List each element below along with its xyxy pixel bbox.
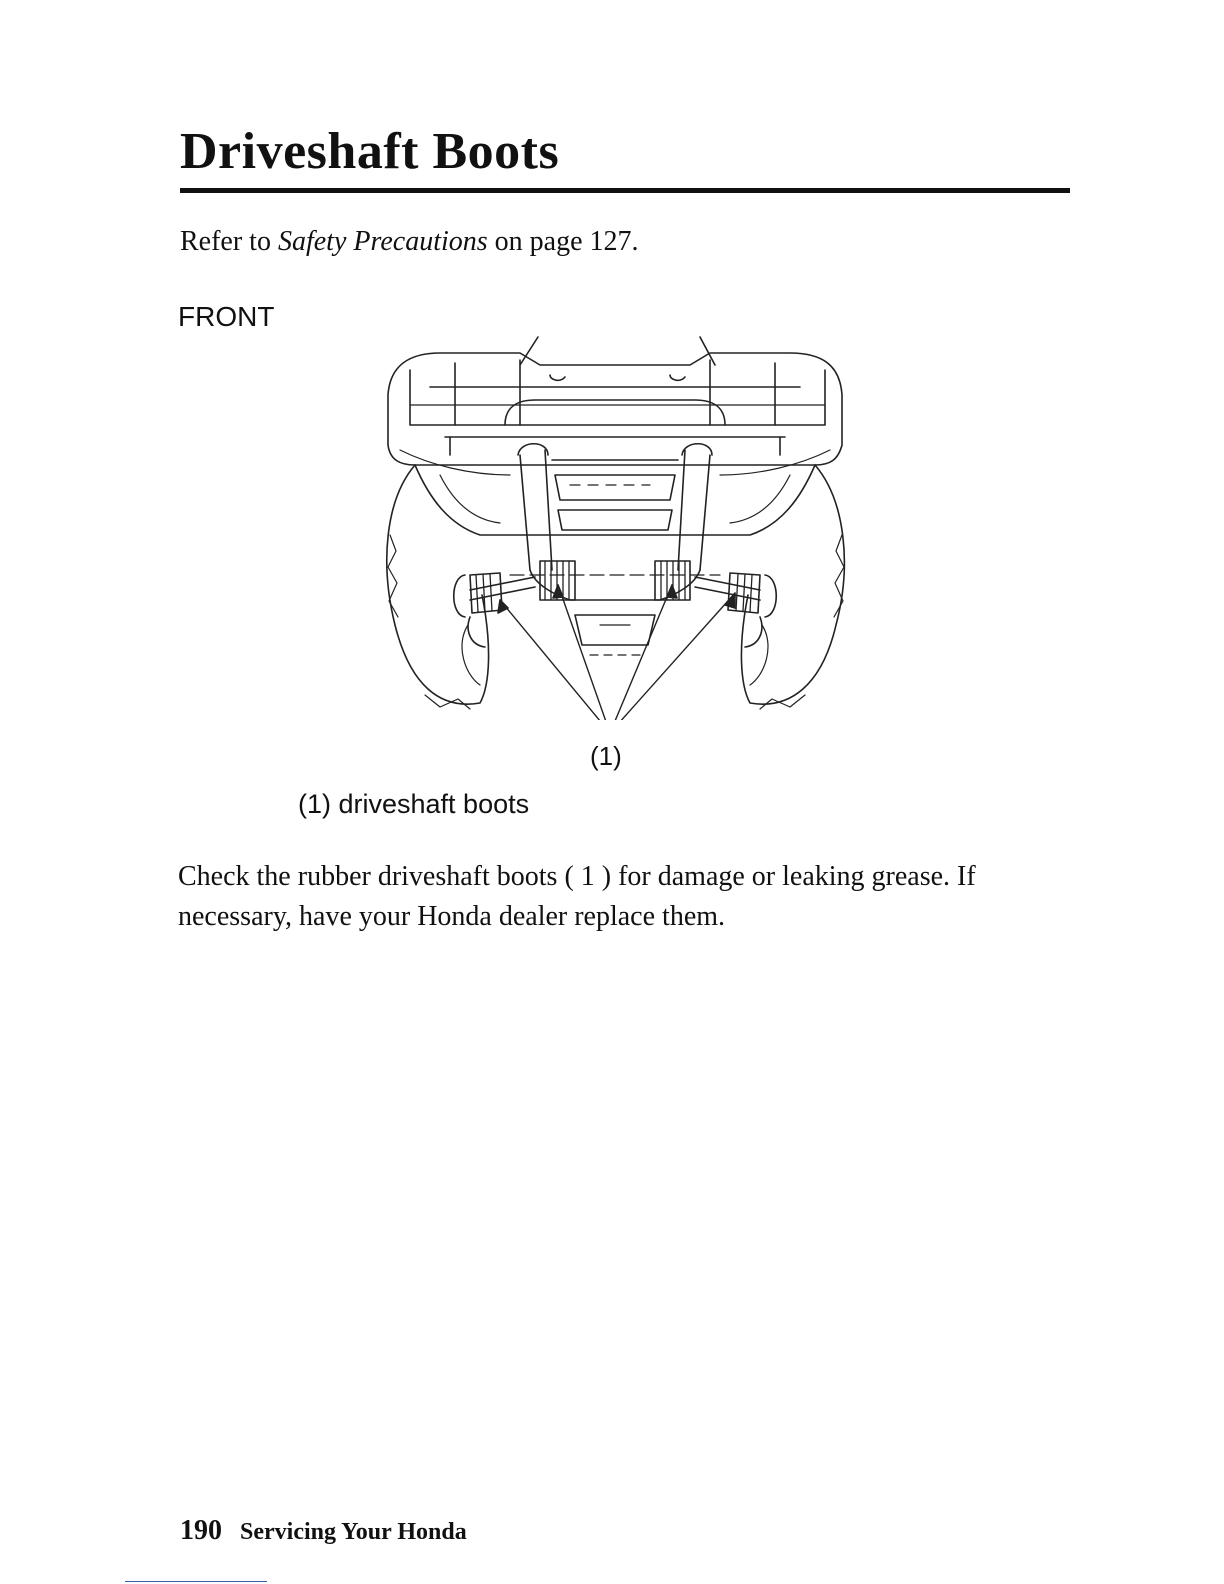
reference-line: [180, 222, 639, 262]
reference-link[interactable]: Safety Precautions: [277, 226, 488, 257]
atv-front-illustration: [370, 325, 860, 720]
section-name: Servicing Your Honda: [240, 1519, 467, 1545]
title-rule: [180, 188, 1070, 193]
figure-caption: (1) driveshaft boots: [298, 789, 530, 819]
page-footer: [180, 1514, 467, 1552]
reference-suffix: on page 127.: [487, 226, 639, 257]
callout-number: (1): [590, 741, 622, 771]
bottom-rule: [125, 1581, 267, 1582]
figure-view-label: FRONT: [178, 301, 275, 332]
page-number: 190: [180, 1515, 222, 1546]
page-title: Driveshaft Boots: [180, 123, 560, 180]
reference-prefix: Refer to: [180, 226, 278, 257]
body-paragraph: Check the rubber driveshaft boots ( 1 ) for damage or leaking grease. If necessary, have your Honda dealer replace them.: [178, 861, 976, 932]
